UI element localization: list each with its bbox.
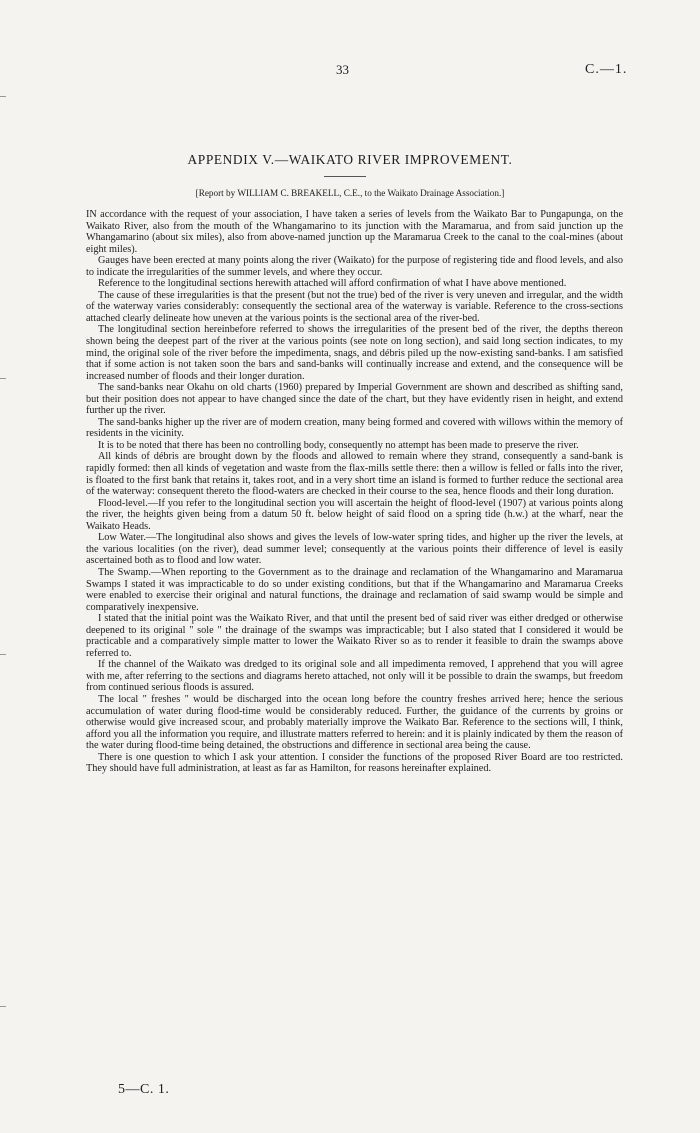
paragraph-low-water: Low Water.—The longitudinal also shows and gives the levels of low-water spring tides, and higher up the river the levels, at the various localities (on the river), dead summer level; consequently at the various points their difference of level is easily ascertained both as to flood and low water. <box>86 532 623 567</box>
paragraph: If the channel of the Waikato was dredged to its original sole and all impedimenta removed, I apprehend that you will agree with me, after referring to the sections and diagrams hereto attached, not only will it be possible to drain the swamps, but freedom from continued serious floods is assured. <box>86 659 623 694</box>
margin-tick <box>0 654 6 655</box>
page-number: 33 <box>336 62 349 77</box>
paragraph: It is to be noted that there has been no controlling body, consequently no attempt has been made to preserve the river. <box>98 439 579 451</box>
margin-tick <box>0 378 6 379</box>
page-title: APPENDIX V.—WAIKATO RIVER IMPROVEMENT. <box>187 152 513 167</box>
paragraph: IN accordance with the request of your association, I have taken a series of levels from the Waikato Bar to Pungapunga, on the Waikato River, also from the mouth of the Whangamarino to its junction with the Maramarua, and from said junction up the Whangamarino (about six miles), also from above-named junction up the Maramarua Creek to the canal to the coal-mines (about eight miles). <box>86 209 623 255</box>
margin-tick <box>0 96 6 97</box>
paragraph: The longitudinal section hereinbefore referred to shows the irregularities of the present bed of the river, the depths thereon shown being the deepest part of the river at the various points (see note on long section), and said long section indicates, to my mind, the original sole of the river before the impedimenta, snags, and débris piled up the now-existing sand-banks. I am satisfied that if some action is not taken soon the bars and sand-banks will continually increase and extend, and the consequence will be increased number of floods and their longer duration. <box>86 324 623 382</box>
paragraph: The sand-banks near Okahu on old charts (1960) prepared by Imperial Government are shown and described as shifting sand, but their position does not appear to have changed since the date of the chart, but they have evidently risen in height, and extend further up the river. <box>86 382 623 417</box>
paragraph: There is one question to which I ask your attention. I consider the functions of the proposed River Board are too restricted. They should have full administration, at least as far as Hamilton, for reasons hereinafter explained. <box>86 751 623 775</box>
paragraph: All kinds of débris are brought down by the floods and allowed to remain where they strand, consequently a sand-bank is rapidly formed: then all kinds of vegetation and waste from the flax-mills settle there: then a willow is felled or falls into the river, is floated to the first bank that retains it, takes root, and in a very short time an island is formed to further reduce the sectional area of the waterway: consequent thereto the flood-waters are checked in their course to the sea, hence floods and their long duration. <box>86 451 623 498</box>
report-body <box>86 209 623 775</box>
signature-mark: 5—C. 1. <box>118 1082 170 1097</box>
paragraph: I stated that the initial point was the Waikato River, and that until the present bed of said river was either dredged or otherwise deepened to its original " sole " the drainage of the swamps was impracticable; but I also stated that I considered it would be practicable and a comparatively simple matter to lower the Waikato River so as to render it feasible to drain the swamps above referred to. <box>86 613 623 659</box>
title-rule <box>324 176 366 177</box>
document-reference: C.—1. <box>585 62 628 77</box>
margin-tick <box>0 1006 6 1007</box>
paragraph: Gauges have been erected at many points along the river (Waikato) for the purpose of registering tide and flood levels, and also to indicate the irregularities of the summer levels, and where they occur. <box>86 255 623 278</box>
paragraph: The local " freshes " would be discharged into the ocean long before the country freshes arrived here; hence the serious accumulation of water during flood-time would be considerably reduced. Further, the guidance of the currents by groins or otherwise would give increased scour, and probably materially improve the Waikato Bar. Reference to the sections will, I think, afford you all the information you require, and illustrate matters referred to herein: and it is plainly indicated by them the reason of the water during flood-time being detained, the obstructions and difference in sectional area being the cause. <box>86 693 623 752</box>
paragraph: Reference to the longitudinal sections herewith attached will afford confirmation of what I have above mentioned. <box>98 278 567 290</box>
report-attribution: [Report by WILLIAM C. BREAKELL, C.E., to the Waikato Drainage Association.] <box>195 188 505 198</box>
paragraph-swamp: The Swamp.—When reporting to the Government as to the drainage and reclamation of the Whangamarino and Maramarua Swamps I stated it was impracticable to do so under existing conditions, but that if the Whangamarino and Maramarua Creeks were enabled to exercise their original and natural functions, the drainage and reclamation of said swamp would be simple and comparatively inexpensive. <box>86 566 623 613</box>
paragraph: The cause of these irregularities is that the present (but not the true) bed of the river is very uneven and irregular, and the width of the waterway varies considerably: consequently the sectional area of the waterway is variable. Reference to the cross-sections attached clearly delineate how uneven at the various points is the sectional area of the river-bed. <box>86 289 623 324</box>
paragraph-flood-level: Flood-level.—If you refer to the longitudinal section you will ascertain the height of flood-level (1907) at various points along the river, the heights given being from a datum 50 ft. below height of said flood on a spring tide (h.w.) at the wharf, near the Waikato Heads. <box>86 497 623 532</box>
paragraph: The sand-banks higher up the river are of modern creation, many being formed and covered with willows within the memory of residents in the vicinity. <box>86 416 623 440</box>
